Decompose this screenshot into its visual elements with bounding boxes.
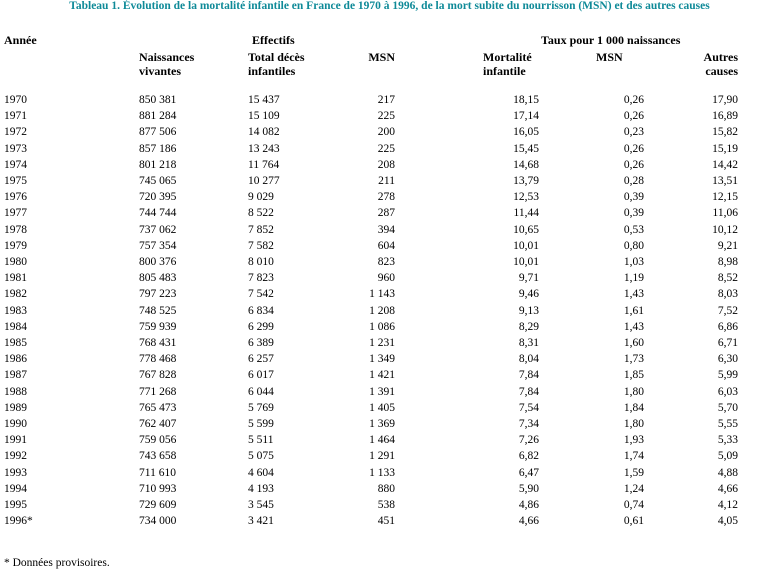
cell-mortalite: 8,31 (518, 337, 539, 349)
cell-naissances: 710 993 (139, 482, 177, 495)
cell-naissances: 711 610 (139, 466, 176, 479)
cell-year: 1975 (4, 175, 27, 187)
table-row (0, 205, 779, 221)
cell-mortalite: 9,46 (518, 288, 539, 301)
header-autres-2: causes (705, 64, 738, 78)
table-row (0, 286, 779, 302)
cell-msn-taux: 0,74 (623, 499, 644, 511)
footnote: * Données provisoires. (4, 557, 110, 569)
cell-msn-taux: 0,53 (623, 223, 644, 236)
cell-msn: 1 405 (369, 401, 395, 414)
cell-deces: 8 010 (248, 256, 274, 268)
cell-msn-taux: 0,39 (623, 191, 644, 204)
cell-year: 1982 (4, 288, 27, 301)
cell-deces: 6 257 (248, 353, 274, 366)
cell-msn-taux: 1,80 (623, 385, 644, 398)
cell-mortalite: 8,29 (518, 320, 539, 333)
cell-year: 1981 (4, 272, 27, 285)
cell-msn-taux: 0,26 (623, 142, 644, 155)
cell-msn: 538 (377, 499, 395, 511)
cell-msn-taux: 1,19 (623, 272, 644, 285)
cell-deces: 15 437 (248, 94, 280, 106)
cell-autres: 9,21 (717, 239, 738, 252)
cell-mortalite: 7,84 (518, 369, 539, 382)
cell-autres: 6,03 (717, 385, 738, 398)
cell-year: 1976 (4, 191, 27, 204)
cell-naissances: 805 483 (139, 272, 177, 285)
table-row (0, 238, 779, 254)
cell-autres: 5,70 (717, 401, 738, 414)
cell-deces: 5 075 (248, 450, 274, 463)
cell-naissances: 767 828 (139, 369, 177, 382)
cell-year: 1989 (4, 401, 27, 414)
header-autres-1: Autres (703, 50, 738, 64)
cell-year: 1977 (4, 207, 27, 220)
header-naissances-2: vivantes (139, 64, 181, 78)
cell-deces: 13 243 (248, 142, 280, 155)
table-row (0, 465, 779, 481)
cell-msn: 208 (377, 158, 395, 171)
cell-naissances: 877 506 (139, 126, 177, 139)
cell-msn: 880 (377, 482, 395, 495)
table-row (0, 189, 779, 205)
cell-msn-taux: 0,61 (623, 515, 644, 528)
table-row (0, 448, 779, 464)
header-msn-taux: MSN (596, 50, 623, 64)
header-naissances-1: Naissances (139, 50, 195, 64)
cell-mortalite: 13,79 (513, 175, 539, 187)
cell-naissances: 734 000 (139, 515, 177, 528)
cell-year: 1979 (4, 239, 27, 252)
cell-deces: 5 511 (248, 434, 274, 447)
table-row (0, 384, 779, 400)
cell-year: 1974 (4, 158, 27, 171)
cell-year: 1985 (4, 337, 27, 349)
cell-year: 1991 (4, 434, 27, 447)
cell-msn-taux: 1,84 (623, 401, 644, 414)
cell-year: 1984 (4, 320, 27, 333)
cell-msn: 1 291 (369, 450, 395, 463)
cell-naissances: 765 473 (139, 401, 177, 414)
cell-deces: 7 542 (248, 288, 274, 301)
cell-msn: 823 (377, 256, 395, 268)
table-row (0, 416, 779, 432)
cell-deces: 6 044 (248, 385, 274, 398)
cell-msn: 225 (377, 110, 395, 123)
cell-mortalite: 9,71 (518, 272, 539, 285)
cell-naissances: 743 658 (139, 450, 177, 463)
cell-autres: 4,12 (717, 499, 738, 511)
cell-msn: 1 391 (369, 385, 395, 398)
cell-deces: 4 193 (248, 482, 274, 495)
table-row (0, 108, 779, 124)
table-row (0, 141, 779, 157)
cell-mortalite: 7,84 (518, 385, 539, 398)
cell-year: 1986 (4, 353, 27, 366)
cell-naissances: 850 381 (139, 94, 177, 106)
cell-autres: 17,90 (712, 94, 738, 106)
table-row (0, 254, 779, 270)
cell-mortalite: 6,82 (518, 450, 539, 463)
cell-naissances: 768 431 (139, 337, 177, 349)
cell-year: 1971 (4, 110, 27, 123)
cell-deces: 5 769 (248, 401, 274, 414)
cell-msn-taux: 1,80 (623, 418, 644, 430)
cell-year: 1973 (4, 142, 27, 155)
table-title: Tableau 1. Évolution de la mortalité infantile en France de 1970 à 1996, de la mort subite du nourrisson (MSN) et des autres causes (69, 0, 710, 12)
cell-autres: 13,51 (712, 175, 738, 187)
cell-msn-taux: 1,03 (623, 256, 644, 268)
table-row (0, 513, 779, 529)
cell-autres: 6,71 (717, 337, 738, 349)
cell-year: 1970 (4, 94, 27, 106)
cell-year: 1980 (4, 256, 27, 268)
cell-year: 1994 (4, 482, 27, 495)
cell-naissances: 800 376 (139, 256, 177, 268)
cell-autres: 10,12 (712, 223, 738, 236)
cell-deces: 7 582 (248, 239, 274, 252)
cell-mortalite: 9,13 (518, 304, 539, 317)
cell-mortalite: 15,45 (513, 142, 539, 155)
cell-msn-taux: 0,39 (623, 207, 644, 220)
cell-msn: 604 (377, 239, 395, 252)
cell-autres: 5,33 (717, 434, 738, 447)
table-row (0, 157, 779, 173)
cell-mortalite: 16,05 (513, 126, 539, 139)
cell-msn-taux: 1,74 (623, 450, 644, 463)
cell-autres: 11,06 (712, 207, 738, 220)
cell-msn: 225 (377, 142, 395, 155)
cell-naissances: 745 065 (139, 175, 177, 187)
cell-deces: 3 545 (248, 499, 274, 511)
cell-autres: 12,15 (712, 191, 738, 204)
cell-deces: 8 522 (248, 207, 274, 220)
cell-mortalite: 5,90 (518, 482, 539, 495)
cell-autres: 4,66 (717, 482, 738, 495)
cell-msn-taux: 0,28 (623, 175, 644, 187)
cell-deces: 7 823 (248, 272, 274, 285)
cell-naissances: 857 186 (139, 142, 177, 155)
header-mortalite-2: infantile (483, 64, 526, 78)
cell-year: 1992 (4, 450, 27, 463)
table-row (0, 92, 779, 108)
cell-mortalite: 17,14 (513, 110, 539, 123)
cell-msn-taux: 1,61 (623, 304, 644, 317)
cell-mortalite: 14,68 (513, 158, 539, 171)
cell-deces: 6 834 (248, 304, 274, 317)
cell-autres: 8,98 (717, 256, 738, 268)
cell-naissances: 881 284 (139, 110, 177, 123)
cell-msn: 1 143 (369, 288, 395, 301)
cell-msn: 1 133 (369, 466, 395, 479)
cell-autres: 5,99 (717, 369, 738, 382)
cell-msn-taux: 0,23 (623, 126, 644, 139)
cell-deces: 6 017 (248, 369, 274, 382)
cell-msn: 1 208 (369, 304, 395, 317)
table-row (0, 222, 779, 238)
cell-naissances: 778 468 (139, 353, 177, 366)
cell-mortalite: 4,66 (518, 515, 539, 528)
cell-mortalite: 4,86 (518, 499, 539, 511)
cell-naissances: 801 218 (139, 158, 177, 171)
cell-mortalite: 18,15 (513, 94, 539, 106)
cell-year: 1983 (4, 304, 27, 317)
cell-deces: 11 764 (248, 158, 280, 171)
cell-msn-taux: 1,93 (623, 434, 644, 447)
cell-naissances: 759 939 (139, 320, 177, 333)
header-annee: Année (4, 33, 37, 47)
cell-msn-taux: 0,26 (623, 158, 644, 171)
table-row (0, 303, 779, 319)
cell-naissances: 748 525 (139, 304, 177, 317)
cell-naissances: 797 223 (139, 288, 177, 301)
cell-msn-taux: 0,26 (623, 110, 644, 123)
cell-msn: 211 (378, 175, 395, 187)
cell-year: 1972 (4, 126, 27, 139)
table-row (0, 481, 779, 497)
cell-naissances: 744 744 (139, 207, 177, 220)
table-row (0, 400, 779, 416)
cell-naissances: 759 056 (139, 434, 177, 447)
cell-msn-taux: 1,60 (623, 337, 644, 349)
cell-naissances: 729 609 (139, 499, 177, 511)
cell-naissances: 720 395 (139, 191, 177, 204)
cell-mortalite: 11,44 (513, 207, 539, 220)
table-row (0, 319, 779, 335)
table-row (0, 270, 779, 286)
cell-msn-taux: 1,73 (623, 353, 644, 366)
cell-deces: 5 599 (248, 418, 274, 430)
cell-autres: 4,88 (717, 466, 738, 479)
cell-msn: 287 (377, 207, 395, 220)
cell-deces: 3 421 (248, 515, 274, 528)
cell-autres: 14,42 (712, 158, 738, 171)
cell-autres: 4,05 (717, 515, 738, 528)
cell-naissances: 771 268 (139, 385, 177, 398)
cell-msn: 960 (377, 272, 395, 285)
cell-msn-taux: 1,24 (623, 482, 644, 495)
cell-autres: 15,19 (712, 142, 738, 155)
header-effectifs: Effectifs (252, 33, 295, 47)
cell-year: 1987 (4, 369, 27, 382)
cell-msn-taux: 1,59 (623, 466, 644, 479)
cell-mortalite: 12,53 (513, 191, 539, 204)
cell-msn: 1 464 (369, 434, 395, 447)
cell-year: 1978 (4, 223, 27, 236)
header-taux: Taux pour 1 000 naissances (541, 33, 681, 47)
cell-msn-taux: 1,85 (623, 369, 644, 382)
cell-msn: 1 231 (369, 337, 395, 349)
table-row (0, 367, 779, 383)
table-row (0, 124, 779, 140)
cell-mortalite: 6,47 (518, 466, 539, 479)
cell-mortalite: 7,54 (518, 401, 539, 414)
cell-deces: 7 852 (248, 223, 274, 236)
cell-msn: 1 086 (369, 320, 395, 333)
header-deces-1: Total décès (248, 50, 305, 64)
header-mortalite-1: Mortalité (483, 50, 532, 64)
cell-mortalite: 7,34 (518, 418, 539, 430)
cell-msn: 278 (377, 191, 395, 204)
cell-deces: 6 389 (248, 337, 274, 349)
cell-msn: 200 (377, 126, 395, 139)
cell-year: 1988 (4, 385, 27, 398)
cell-year: 1995 (4, 499, 27, 511)
cell-msn-taux: 1,43 (623, 288, 644, 301)
cell-deces: 15 109 (248, 110, 280, 123)
cell-year: 1990 (4, 418, 27, 430)
cell-autres: 8,52 (717, 272, 738, 285)
cell-msn: 1 349 (369, 353, 395, 366)
cell-autres: 8,03 (717, 288, 738, 301)
cell-autres: 7,52 (717, 304, 738, 317)
cell-naissances: 737 062 (139, 223, 177, 236)
cell-year: 1996* (4, 515, 33, 528)
cell-deces: 9 029 (248, 191, 274, 204)
cell-mortalite: 8,04 (518, 353, 539, 366)
cell-deces: 6 299 (248, 320, 274, 333)
cell-msn: 1 421 (369, 369, 395, 382)
cell-msn-taux: 1,43 (623, 320, 644, 333)
cell-mortalite: 10,01 (513, 239, 539, 252)
table-row (0, 351, 779, 367)
cell-msn: 217 (377, 94, 395, 106)
cell-autres: 6,30 (717, 353, 738, 366)
cell-mortalite: 10,01 (513, 256, 539, 268)
cell-year: 1993 (4, 466, 27, 479)
table-row (0, 497, 779, 513)
cell-msn: 451 (377, 515, 395, 528)
cell-autres: 6,86 (717, 320, 738, 333)
cell-autres: 5,55 (717, 418, 738, 430)
cell-mortalite: 10,65 (513, 223, 539, 236)
cell-autres: 15,82 (712, 126, 738, 139)
cell-msn-taux: 0,26 (623, 94, 644, 106)
table-row (0, 335, 779, 351)
table-row (0, 432, 779, 448)
cell-mortalite: 7,26 (518, 434, 539, 447)
cell-msn: 1 369 (369, 418, 395, 430)
cell-naissances: 762 407 (139, 418, 177, 430)
cell-msn: 394 (377, 223, 395, 236)
cell-msn-taux: 0,80 (623, 239, 644, 252)
table-row (0, 173, 779, 189)
cell-deces: 14 082 (248, 126, 280, 139)
cell-autres: 5,09 (717, 450, 738, 463)
cell-deces: 10 277 (248, 175, 280, 187)
cell-deces: 4 604 (248, 466, 274, 479)
cell-autres: 16,89 (712, 110, 738, 123)
header-deces-2: infantiles (248, 64, 296, 78)
cell-naissances: 757 354 (139, 239, 177, 252)
header-msn: MSN (368, 50, 395, 64)
